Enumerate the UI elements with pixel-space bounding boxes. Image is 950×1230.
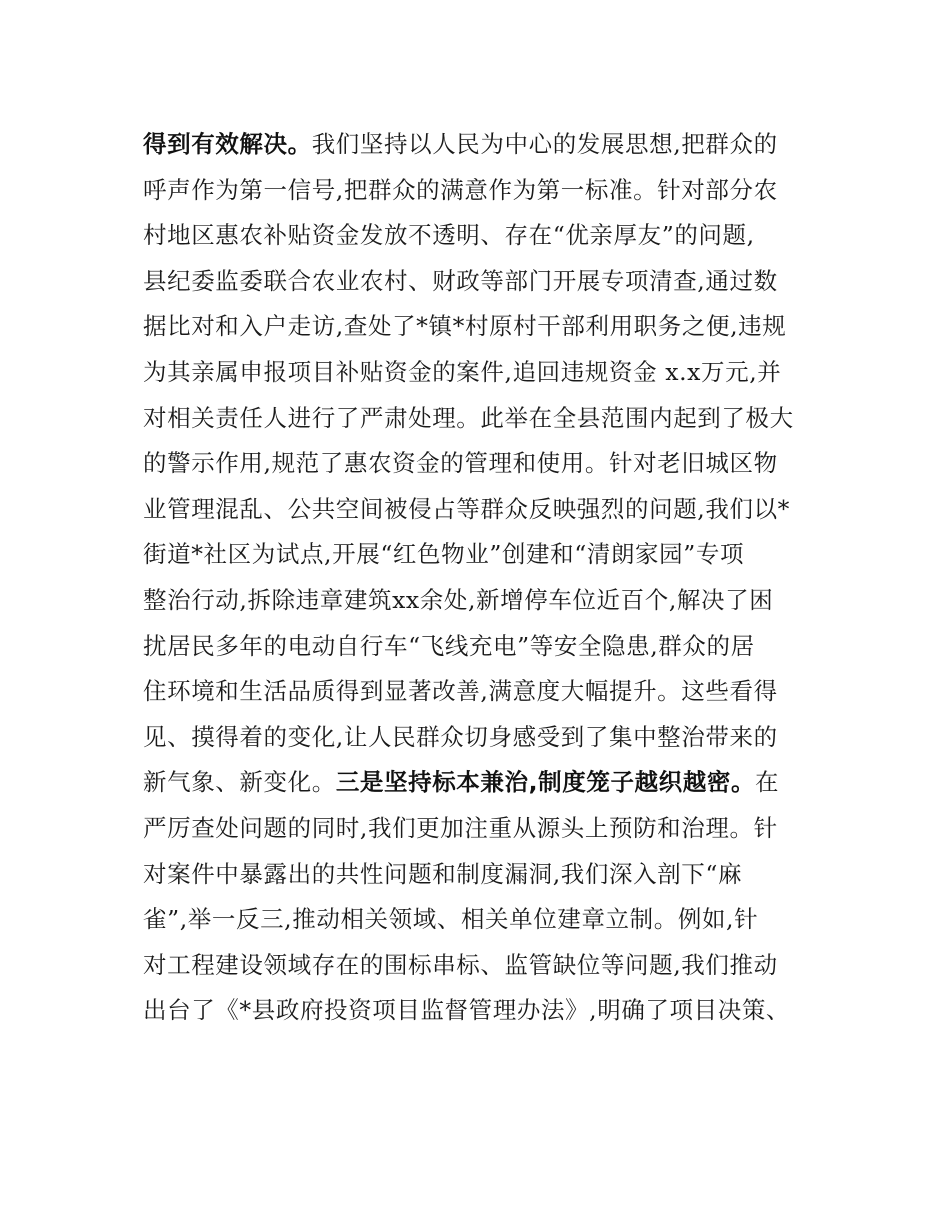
text-line (143, 487, 815, 533)
document-body (143, 122, 815, 1034)
text-line (143, 715, 815, 761)
paragraph-text: 县纪委监委联合农业农村、财政等部门开展专项清查,通过数 (143, 266, 778, 295)
text-line (143, 441, 815, 487)
bold-heading-text: 三是坚持标本兼治,制度笼子越织越密。 (335, 768, 756, 797)
paragraph-text: 新气象、新变化。 (143, 768, 336, 797)
text-line (143, 578, 815, 624)
text-line (143, 259, 815, 305)
text-line (143, 122, 815, 168)
paragraph-text: 见、摸得着的变化,让人民群众切身感受到了集中整治带来的 (143, 722, 778, 751)
text-line (143, 624, 815, 670)
text-line (143, 350, 815, 396)
paragraph-text: 的警示作用,规范了惠农资金的管理和使用。针对老旧城区物 (143, 449, 778, 478)
paragraph-text: 对案件中暴露出的共性问题和制度漏洞,我们深入剖下“麻 (143, 859, 743, 888)
paragraph-text: 在 (755, 768, 780, 797)
paragraph-text: 我们坚持以人民为中心的发展思想,把群众的 (311, 130, 778, 158)
bold-heading-text: 得到有效解决。 (143, 130, 312, 158)
text-line (143, 213, 815, 259)
paragraph-text: 扰居民多年的电动自行车“飞线充电”等安全隐患,群众的居 (143, 631, 755, 660)
paragraph-text: 雀”,举一反三,推动相关领域、相关单位建章立制。例如,针 (143, 905, 759, 934)
text-line (143, 532, 815, 578)
text-line (143, 852, 815, 898)
paragraph-text: 对相关责任人进行了严肃处理。此举在全县范围内起到了极大 (143, 403, 794, 432)
text-line (143, 943, 815, 989)
paragraph-text: 对工程建设领域存在的围标串标、监管缺位等问题,我们推动 (143, 950, 778, 979)
paragraph-text: 为其亲属申报项目补贴资金的案件,追回违规资金 x.x万元,并 (143, 357, 782, 386)
paragraph-text: 村地区惠农补贴资金发放不透明、存在“优亲厚友”的问题, (143, 221, 755, 250)
text-line (143, 897, 815, 943)
text-line (143, 669, 815, 715)
text-line (143, 806, 815, 852)
text-line (143, 760, 815, 806)
text-line (143, 988, 815, 1034)
text-line (143, 396, 815, 442)
paragraph-text: 呼声作为第一信号,把群众的满意作为第一标准。针对部分农 (143, 175, 778, 204)
paragraph-text: 街道*社区为试点,开展“红色物业”创建和“清朗家园”专项 (143, 540, 745, 569)
paragraph-text: 出台了《*县政府投资项目监督管理办法》,明确了项目决策、 (143, 996, 791, 1025)
paragraph-text: 严厉查处问题的同时,我们更加注重从源头上预防和治理。针 (143, 813, 778, 842)
paragraph-text: 业管理混乱、公共空间被侵占等群众反映强烈的问题,我们以* (143, 494, 791, 523)
paragraph-text: 整治行动,拆除违章建筑xx余处,新增停车位近百个,解决了困 (143, 585, 774, 614)
text-line (143, 168, 815, 214)
text-line (143, 304, 815, 350)
paragraph-text: 据比对和入户走访,查处了*镇*村原村干部利用职务之便,违规 (143, 312, 787, 341)
paragraph-text: 住环境和生活品质得到显著改善,满意度大幅提升。这些看得 (143, 677, 778, 706)
